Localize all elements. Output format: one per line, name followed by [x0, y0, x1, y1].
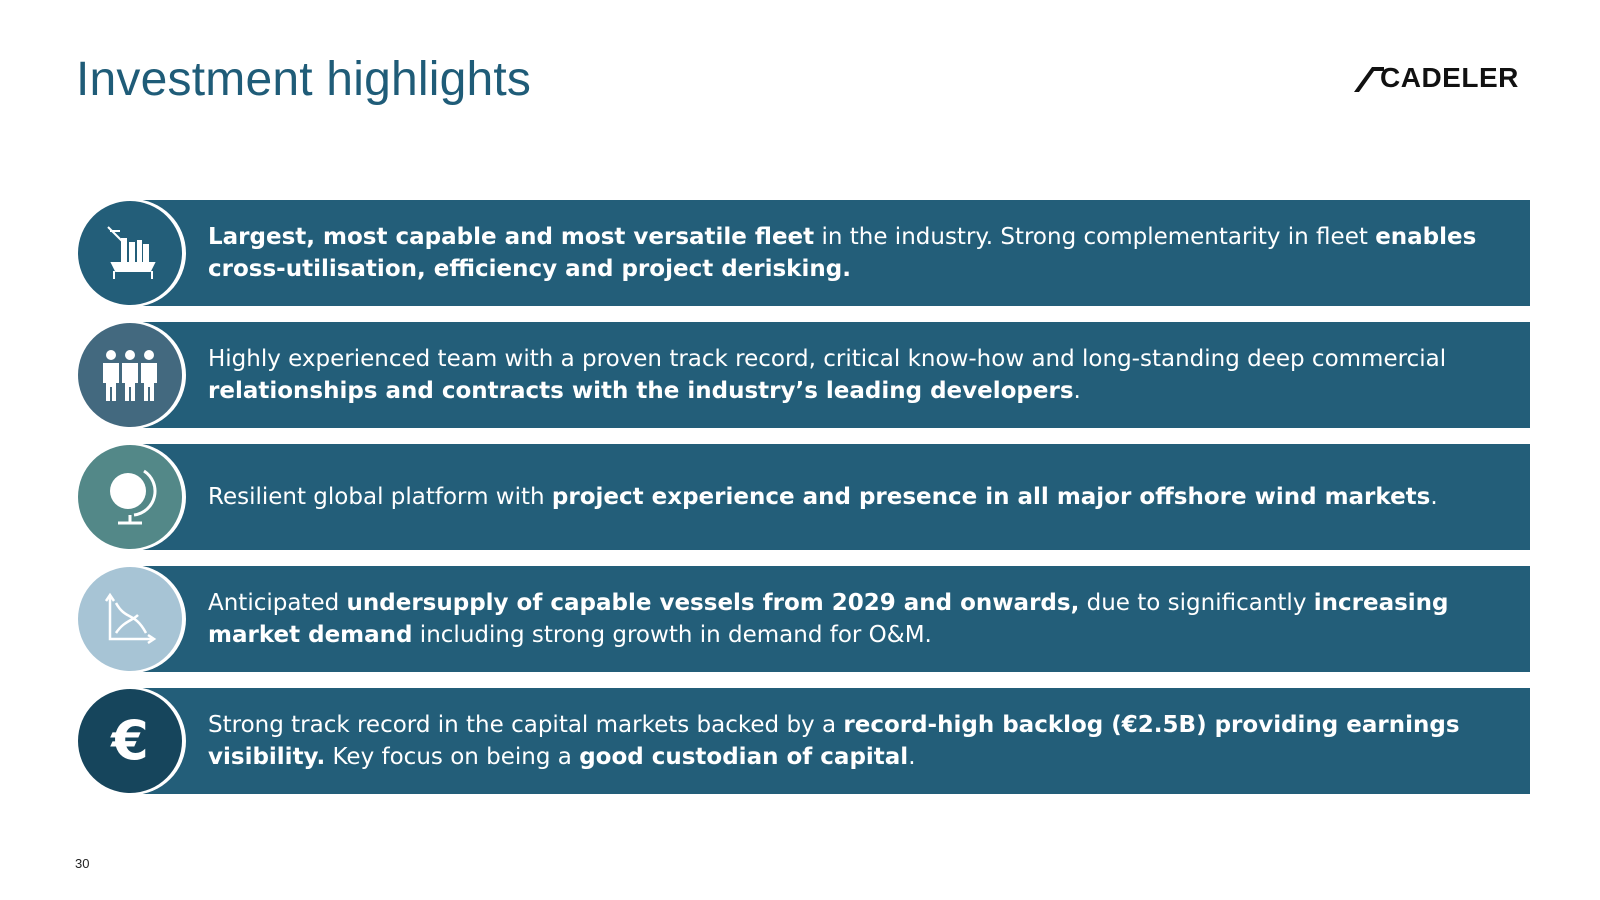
- page-number: 30: [75, 856, 90, 871]
- text-segment: .: [908, 744, 916, 770]
- highlight-row-capital: [78, 688, 1530, 794]
- highlight-text: [208, 200, 1498, 306]
- team-icon: [99, 347, 161, 403]
- logo-text: CADELER: [1380, 62, 1519, 93]
- icon-circle-border: [78, 565, 186, 673]
- slide-title: Investment highlights: [76, 53, 532, 106]
- icon-circle-border: [78, 687, 186, 795]
- text-segment: Anticipated: [208, 590, 347, 616]
- icon-circle: [78, 689, 182, 793]
- icon-circle-border: [78, 443, 186, 551]
- text-segment: Highly experienced team with a proven track record, critical know-how and long-standing deep commercial: [208, 346, 1447, 372]
- vessel-icon: [100, 223, 160, 283]
- text-segment: record-high backlog (€2.5B) providing earnings visibility.: [208, 712, 1460, 770]
- text-segment: undersupply of capable vessels from 2029 and onwards,: [346, 590, 1080, 616]
- text-segment: Key focus on being a: [325, 744, 580, 770]
- icon-circle: [78, 445, 182, 549]
- text-segment: relationships and contracts with the industry’s leading developers: [208, 378, 1074, 404]
- euro-icon: €: [111, 709, 149, 772]
- text-segment: project experience and presence in all major offshore wind markets: [551, 484, 1431, 510]
- highlight-text: [208, 444, 1498, 550]
- highlight-text: [208, 688, 1498, 794]
- highlight-text: [208, 566, 1498, 672]
- text-segment: Resilient global platform with: [208, 484, 552, 510]
- icon-circle-border: [78, 321, 186, 429]
- icon-circle: [78, 201, 182, 305]
- icon-circle-border: [78, 199, 186, 307]
- highlight-text: [208, 322, 1498, 428]
- text-segment: Strong track record in the capital markets backed by a: [208, 712, 844, 738]
- text-segment: enables cross-utilisation, efficiency and project derisking.: [208, 224, 1477, 282]
- text-segment: including strong growth in demand for O&M.: [412, 622, 932, 648]
- highlight-row-global: [78, 444, 1530, 550]
- highlight-row-team: [78, 322, 1530, 428]
- text-segment: increasing market demand: [208, 590, 1449, 648]
- highlight-row-fleet: [78, 200, 1530, 306]
- highlight-row-demand: [78, 566, 1530, 672]
- icon-circle: [78, 567, 182, 671]
- text-segment: .: [1073, 378, 1081, 404]
- text-segment: .: [1430, 484, 1438, 510]
- declining-chart-icon: [102, 591, 158, 647]
- globe-icon: [100, 465, 160, 529]
- text-segment: Largest, most capable and most versatile fleet: [208, 224, 815, 250]
- icon-circle: [78, 323, 182, 427]
- text-segment: good custodian of capital: [579, 744, 909, 770]
- text-segment: in the industry. Strong complementarity in fleet: [814, 224, 1376, 250]
- text-segment: due to significantly: [1079, 590, 1314, 616]
